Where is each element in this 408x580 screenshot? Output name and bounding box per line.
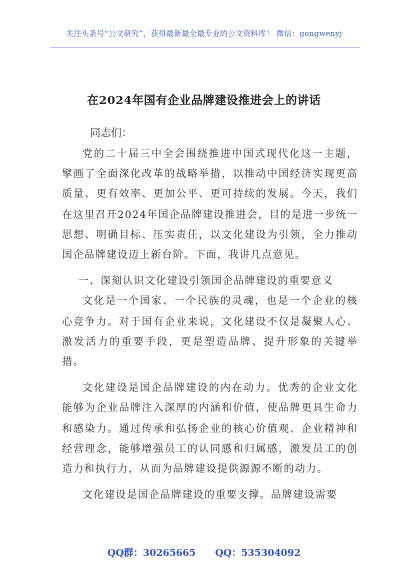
footer-contact [0, 545, 408, 559]
body-paragraph: 文化建设是国企品牌建设的内在动力。优秀的企业文化能够为企业品牌注入深厚的内涵和价值，使品牌更具生命力和感染力。通过传承和弘扬企业的核心价值观、企业精神和经营理念，能够增强员工的认同感和归属感，激发员工的创造力和执行力，从而为品牌建设提供源源不断的动力。 [62, 383, 358, 476]
salutation: 同志们： [90, 127, 132, 139]
body-paragraph: 党的二十届三中全会围绕推进中国式现代化这一主题，擘画了全面深化改革的战略举措，以推动中国经济实现更高质量、更有效率、更加公平、更可持续的发展。今天，我们在这里召开2024年国企品牌建设推进会，目的是进一步统一思想、明确目标、压实责任，以文化建设为引领，全力推动国企品牌建设迈上新台阶。下面，我讲几点意见。 [62, 149, 358, 262]
body-paragraph: 文化是一个国家、一个民族的灵魂，也是一个企业的核心竞争力。对于国有企业来说，文化建设不仅是凝聚人心、激发活力的重要手段，更是塑造品牌、提升形象的关键举措。 [62, 296, 358, 369]
qq-group-number: QQ群：30265665 [107, 548, 196, 559]
header-divider [50, 47, 360, 48]
section-heading: 一、深刻认识文化建设引领国企品牌建设的重要意义 [78, 276, 334, 288]
qq-number: QQ：535304092 [215, 548, 301, 559]
body-paragraph: 文化建设是国企品牌建设的重要支撑。品牌建设需要 [82, 490, 338, 502]
document-title: 在2024年国有企业品牌建设推进会上的讲话 [87, 93, 321, 107]
document-body [62, 145, 358, 512]
header-notice: 关注头条号“公文研究”，获得最新最全最专业的公文资料库！ 微信：gongwenyj [65, 29, 343, 38]
